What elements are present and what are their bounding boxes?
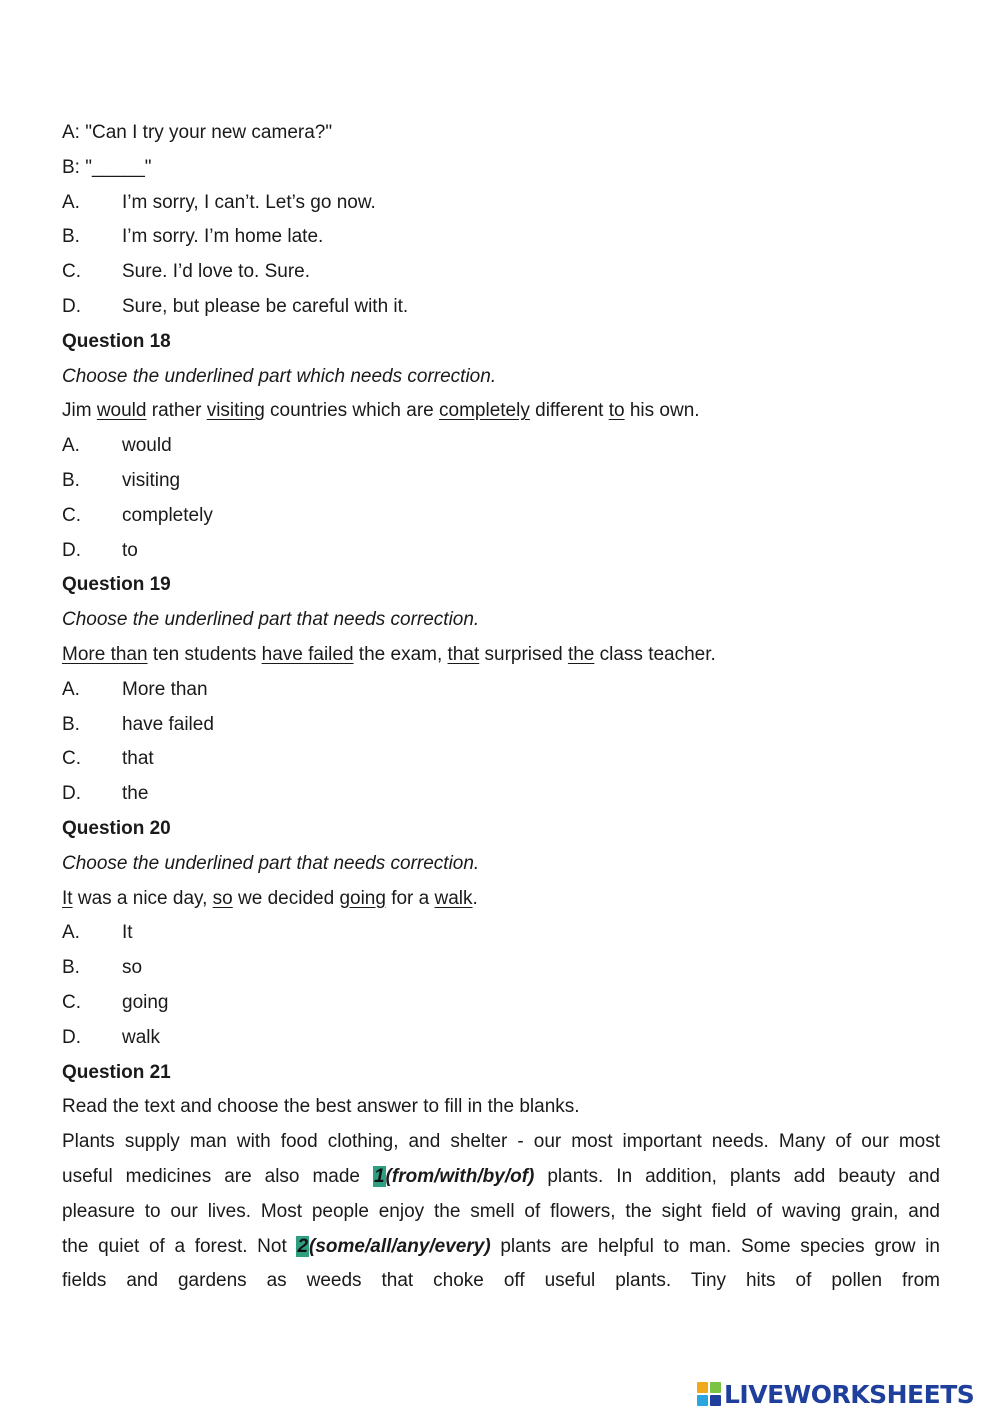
option-letter: A. <box>62 922 80 944</box>
question-sentence <box>62 638 940 673</box>
dialogue-line-a: A: "Can I try your new camera?" <box>62 122 333 143</box>
option-letter: B. <box>62 226 80 248</box>
question-title: Question 20 <box>62 817 171 839</box>
sentence-text: Jim <box>62 400 97 422</box>
question-sentence <box>62 394 940 429</box>
option-text: walk <box>122 1026 161 1048</box>
option-a[interactable] <box>62 673 940 708</box>
option-letter: A. <box>62 435 80 457</box>
underlined-part: that <box>447 643 480 665</box>
option-text: the <box>122 783 149 805</box>
question-instruction: Read the text and choose the best answer to fill in the blanks. <box>62 1096 580 1118</box>
option-d[interactable] <box>62 1021 940 1056</box>
underlined-part: would <box>96 400 147 422</box>
option-letter: D. <box>62 539 81 561</box>
underlined-part: the <box>567 643 595 665</box>
option-letter: C. <box>62 261 81 283</box>
option-a[interactable] <box>62 186 940 221</box>
option-letter: C. <box>62 748 81 770</box>
option-letter: B. <box>62 469 80 491</box>
blank-2-choices: (some/all/any/every) <box>309 1235 491 1257</box>
option-text: Sure. I’d love to. Sure. <box>122 261 310 283</box>
option-text: so <box>122 957 143 979</box>
question-instruction: Choose the underlined part that needs correction. <box>62 852 480 874</box>
liveworksheets-logo <box>697 1378 974 1410</box>
passage-line <box>62 1160 940 1195</box>
option-c[interactable] <box>62 986 940 1021</box>
logo-grid-icon <box>697 1382 721 1406</box>
option-b[interactable] <box>62 220 940 255</box>
option-d[interactable] <box>62 777 940 812</box>
underlined-part: visiting <box>206 400 265 422</box>
option-d[interactable] <box>62 534 940 569</box>
underlined-part: It <box>62 887 73 909</box>
blank-2-marker[interactable]: 2 <box>297 1235 309 1257</box>
sentence-text: rather <box>146 400 207 422</box>
passage-text: plants are helpful to man. Some species grow in <box>490 1235 940 1257</box>
blank-1-marker[interactable]: 1 <box>373 1165 385 1187</box>
underlined-part: so <box>212 887 233 909</box>
option-text: that <box>122 748 154 770</box>
reading-passage <box>62 1125 940 1299</box>
sentence-text: ten students <box>147 643 262 665</box>
underlined-part: walk <box>434 887 473 909</box>
underlined-part: to <box>608 400 625 422</box>
option-letter: B. <box>62 957 80 979</box>
question-title: Question 19 <box>62 574 171 596</box>
option-b[interactable] <box>62 951 940 986</box>
option-text: More than <box>122 678 208 700</box>
option-text: going <box>122 991 169 1013</box>
option-text: Sure, but please be careful with it. <box>122 295 409 317</box>
sentence-text: was a nice day, <box>72 887 213 909</box>
option-b[interactable] <box>62 708 940 743</box>
underlined-part: have failed <box>261 643 354 665</box>
option-text: visiting <box>122 469 181 491</box>
sentence-text: we decided <box>232 887 340 909</box>
dialogue-line-b: B: "_____" <box>62 156 152 178</box>
option-a[interactable] <box>62 429 940 464</box>
option-letter: C. <box>62 504 81 526</box>
sentence-text: surprised <box>479 643 568 665</box>
option-text: I’m sorry, I can’t. Let’s go now. <box>122 191 376 213</box>
question-sentence <box>62 882 940 917</box>
passage-line: Plants supply man with food clothing, and shelter - our most important needs. Many of our most <box>62 1131 940 1153</box>
option-text: completely <box>122 504 213 526</box>
option-c[interactable] <box>62 742 940 777</box>
question-instruction: Choose the underlined part that needs correction. <box>62 609 480 631</box>
blank-1-choices: (from/with/by/of) <box>385 1165 535 1187</box>
option-letter: D. <box>62 1026 81 1048</box>
sentence-text: countries which are <box>264 400 440 422</box>
sentence-text: different <box>529 400 609 422</box>
option-letter: A. <box>62 191 80 213</box>
passage-line: pleasure to our lives. Most people enjoy the smell of flowers, the sight field of waving grain, and <box>62 1200 940 1222</box>
passage-line: fields and gardens as weeds that choke off useful plants. Tiny hits of pollen from <box>62 1270 940 1292</box>
logo-text: LIVEWORKSHEETS <box>724 1379 975 1409</box>
option-c[interactable] <box>62 499 940 534</box>
option-text: It <box>122 922 133 944</box>
option-d[interactable] <box>62 290 940 325</box>
option-text: I’m sorry. I’m home late. <box>122 226 324 248</box>
passage-line <box>62 1230 940 1265</box>
option-c[interactable] <box>62 255 940 290</box>
sentence-text: the exam, <box>353 643 448 665</box>
sentence-text: . <box>472 887 478 909</box>
question-instruction: Choose the underlined part which needs correction. <box>62 365 497 387</box>
worksheet-page <box>62 116 940 1299</box>
option-text: to <box>122 539 138 561</box>
option-text: would <box>122 435 172 457</box>
passage-text: the quiet of a forest. Not <box>62 1235 297 1257</box>
option-a[interactable] <box>62 916 940 951</box>
option-letter: A. <box>62 678 80 700</box>
option-letter: B. <box>62 713 80 735</box>
question-title: Question 18 <box>62 330 171 352</box>
option-letter: C. <box>62 991 81 1013</box>
sentence-text: for a <box>385 887 435 909</box>
passage-text: plants. In addition, plants add beauty and <box>534 1165 940 1187</box>
sentence-text: his own. <box>624 400 700 422</box>
option-b[interactable] <box>62 464 940 499</box>
underlined-part: completely <box>439 400 530 422</box>
passage-text: useful medicines are also made <box>62 1165 373 1187</box>
option-letter: D. <box>62 783 81 805</box>
option-letter: D. <box>62 295 81 317</box>
question-title: Question 21 <box>62 1061 171 1083</box>
underlined-part: going <box>339 887 386 909</box>
option-text: have failed <box>122 713 214 735</box>
sentence-text: class teacher. <box>594 643 716 665</box>
underlined-part: More than <box>62 643 148 665</box>
